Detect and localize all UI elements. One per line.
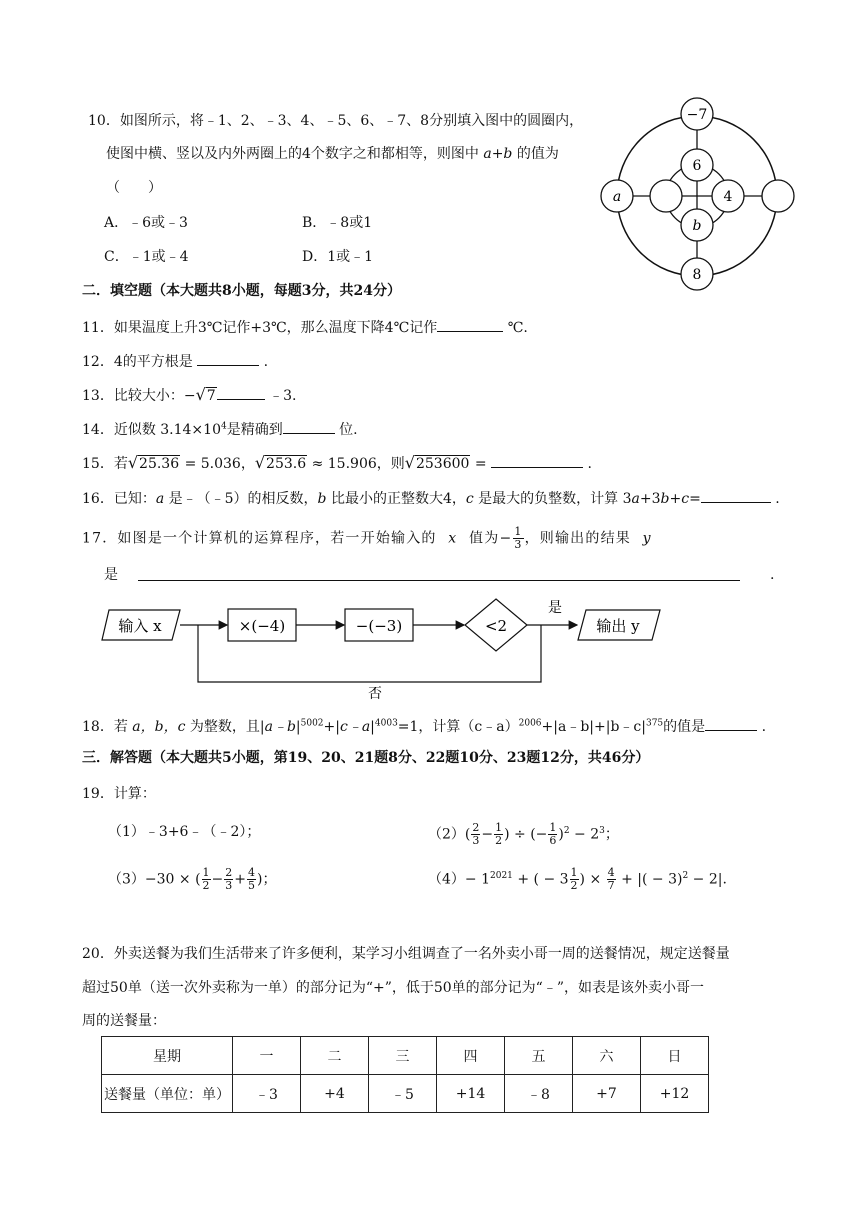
table-cell: ﹣3 <box>233 1075 301 1113</box>
table-header-cell: 日 <box>641 1037 709 1075</box>
q19-title: 19．计算： <box>82 786 156 802</box>
section3-heading: 三．解答题（本大题共5小题，第19、20、21题8分、22题10分、23题12分，共46分） <box>82 750 650 766</box>
q18: 18．若 a，b，c 为整数，且$|a﹣b|^{5002}+|c﹣a|^{4003}=1$，计算$(c﹣a)^{2006}+|a﹣b|+|b﹣c|^{375}$的值是 . <box>82 715 766 737</box>
table-cell: 送餐量（单位：单） <box>102 1075 233 1113</box>
flow-subtract: −(−3) <box>355 617 403 635</box>
q10-option-c: C．﹣1或﹣4 <box>104 249 189 265</box>
q10-option-d: D．1或﹣1 <box>302 249 374 265</box>
flow-multiply: ×(−4) <box>238 617 286 635</box>
flow-no-label: 否 <box>368 686 382 702</box>
q19-part1: （1）﹣3+6﹣（﹣2）； <box>108 824 261 840</box>
q16: 16．已知：a 是﹣（﹣5）的相反数，b 比最小的正整数大4，c 是最大的负整数，计算 3a+3b+c= . <box>82 487 780 509</box>
table-header-cell: 四 <box>437 1037 505 1075</box>
diagram-inner-bottom-value: b <box>692 218 702 234</box>
table-cell: +4 <box>301 1075 369 1113</box>
q17-answer-blank <box>138 580 740 581</box>
q20-line3: 周的送餐量： <box>82 1013 166 1029</box>
q20-line2: 超过50单（送一次外卖称为一单）的部分记为“+”，低于50单的部分记为“﹣”，如表是该外卖小哥一 <box>82 980 704 996</box>
q12: 12．4的平方根是 . <box>82 350 268 372</box>
q10-option-a: A．﹣6或﹣3 <box>104 215 188 231</box>
q10-option-b: B．﹣8或1 <box>302 215 373 231</box>
q13: 13．比较大小：−√7 ﹣3. <box>82 385 297 404</box>
q17-end: . <box>770 567 775 583</box>
diagram-left-value: a <box>612 189 622 205</box>
q17-line1: 17．如图是一个计算机的运算程序，若一开始输入的 x 值为− $\frac{1}{3}$ ，则输出的结果 y <box>82 525 652 551</box>
q19-part2: （2）( $\frac{2}{3}$ − $\frac{1}{2}$ ) ÷ (− $\frac{1}{6}$ )$^2 - 2^3$； <box>428 821 619 847</box>
flow-input: 输入 x <box>118 617 162 635</box>
q10-line2: 使图中横、竖以及内外两圈上的4个数字之和都相等，则图中 a+b 的值为 <box>106 146 559 162</box>
table-header-cell: 六 <box>573 1037 641 1075</box>
circle-diagram <box>596 95 808 295</box>
table-cell: +12 <box>641 1075 709 1113</box>
section2-heading: 二．填空题（本大题共8小题，每题3分，共24分） <box>82 283 401 299</box>
table-header-cell: 三 <box>369 1037 437 1075</box>
flow-condition: <2 <box>484 617 508 635</box>
diagram-inner-right-value: 4 <box>723 189 733 205</box>
q10-line1: 10．如图所示，将﹣1、2、﹣3、4、﹣5、6、﹣7、8分别填入图中的圆圈内， <box>88 113 584 129</box>
table-header-cell: 一 <box>233 1037 301 1075</box>
flow-yes-label: 是 <box>548 600 562 616</box>
flowchart <box>100 594 680 702</box>
table-header-cell: 星期 <box>102 1037 233 1075</box>
q15: 15．若√25.36 = 5.036，√253.6 ≈ 15.906，则√253600 = . <box>82 453 592 472</box>
table-header-row <box>102 1037 709 1075</box>
table-cell: ﹣5 <box>369 1075 437 1113</box>
table-header-cell: 二 <box>301 1037 369 1075</box>
q19-part4: $(4)- 1^{2021}$ + ( − 3 $\frac{1}{2}$ ) × $\frac{4}{7}$ + |( − 3)$^2$ − 2|. <box>428 866 727 892</box>
table-cell: +7 <box>573 1075 641 1113</box>
table-header-cell: 五 <box>505 1037 573 1075</box>
q11: 11．如果温度上升3℃记作+3℃，那么温度下降4℃记作 ℃. <box>82 316 528 338</box>
diagram-top-value: −7 <box>686 107 708 123</box>
table-cell: +14 <box>437 1075 505 1113</box>
flow-output: 输出 y <box>596 617 640 635</box>
diagram-bottom-value: 8 <box>692 267 702 283</box>
q20-line1: 20．外卖送餐为我们生活带来了许多便利，某学习小组调查了一名外卖小哥一周的送餐情况，规定送餐量 <box>82 946 730 962</box>
delivery-table <box>101 1036 709 1113</box>
table-row <box>102 1075 709 1113</box>
table-cell: ﹣8 <box>505 1075 573 1113</box>
q10-bracket: （ ） <box>106 180 162 196</box>
q19-part3: （3）−30 × ( $\frac{1}{2}$ − $\frac{2}{3}$ + $\frac{4}{5}$ )； <box>108 866 277 892</box>
diagram-inner-top-value: 6 <box>692 158 702 174</box>
q14: 14．近似数 $3.14\times 10^4$是精确到 位. <box>82 418 358 440</box>
q17-line2: 是 <box>104 567 118 583</box>
